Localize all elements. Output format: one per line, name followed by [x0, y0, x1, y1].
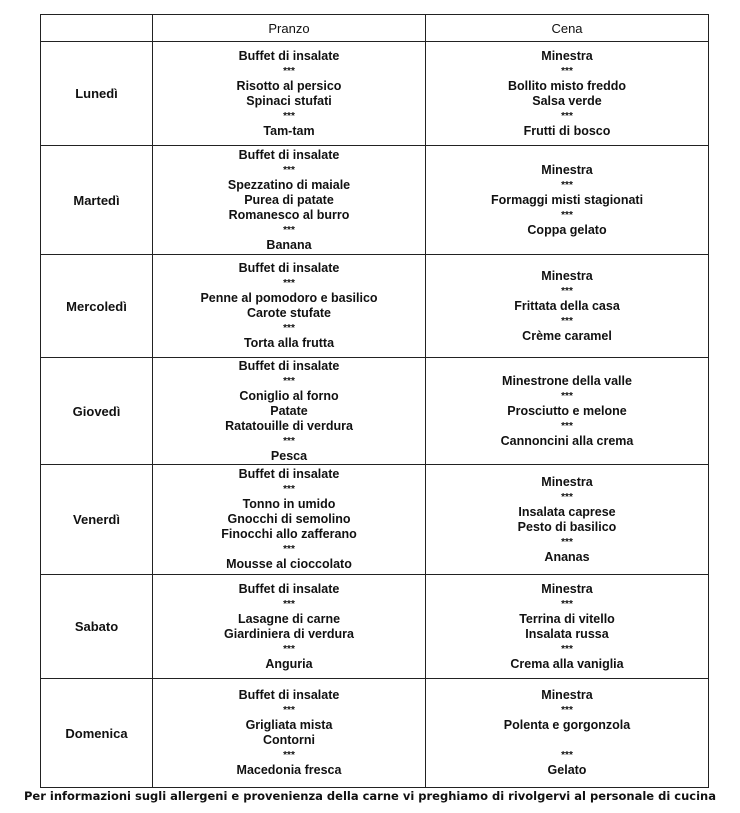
- menu-item: Banana: [266, 237, 312, 252]
- day-name: Martedì: [41, 146, 153, 255]
- day-name: Sabato: [41, 575, 153, 679]
- day-row: [41, 255, 709, 358]
- lunch-cell: [153, 465, 426, 575]
- course-separator: ***: [561, 598, 573, 610]
- menu-item: Spinaci stufati: [246, 93, 332, 108]
- course-separator: ***: [561, 65, 573, 77]
- menu-item: Coniglio al forno: [239, 388, 339, 403]
- lunch-items: [153, 148, 425, 253]
- dinner-items: [426, 475, 708, 565]
- course-separator: ***: [561, 750, 573, 761]
- menu-item: Patate: [270, 403, 308, 418]
- lunch-items: [153, 688, 425, 778]
- menu-item: Romanesco al burro: [228, 207, 350, 222]
- day-row: [41, 679, 709, 788]
- menu-item: Cannoncini alla crema: [500, 433, 634, 448]
- day-name: Lunedì: [41, 42, 153, 146]
- menu-item: Minestra: [541, 581, 593, 596]
- menu-item: Polenta e gorgonzola: [503, 718, 631, 732]
- course-separator: ***: [561, 491, 573, 503]
- dinner-items: [426, 688, 708, 778]
- menu-item: Insalata caprese: [518, 504, 616, 519]
- dinner-cell: [426, 42, 709, 146]
- lunch-items: [153, 49, 425, 139]
- menu-item: Frittata della casa: [514, 298, 620, 313]
- course-separator: ***: [283, 435, 295, 447]
- menu-item: Insalata russa: [525, 626, 609, 641]
- menu-item: Formaggi misti stagionati: [490, 192, 644, 207]
- day-name: Venerdì: [41, 465, 153, 575]
- menu-item: Buffet di insalate: [238, 581, 340, 596]
- dinner-items: [426, 374, 708, 449]
- lunch-items: [153, 467, 425, 572]
- header-dinner: Cena: [426, 15, 709, 42]
- course-separator: ***: [561, 420, 573, 432]
- lunch-cell: [153, 42, 426, 146]
- menu-item: Mousse al cioccolato: [226, 557, 352, 571]
- course-separator: ***: [283, 484, 295, 495]
- menu-item: Buffet di insalate: [238, 48, 340, 63]
- course-separator: ***: [283, 750, 295, 761]
- dinner-items: [426, 163, 708, 238]
- menu-item: Ratatouille di verdura: [225, 418, 353, 433]
- lunch-cell: [153, 575, 426, 679]
- menu-item: Purea di patate: [244, 192, 334, 207]
- header-row: [41, 15, 709, 42]
- lunch-cell: [153, 255, 426, 358]
- course-separator: ***: [561, 209, 573, 221]
- lunch-cell: [153, 146, 426, 255]
- course-separator: ***: [283, 323, 295, 334]
- menu-item: Frutti di bosco: [523, 123, 611, 138]
- menu-item: Giardiniera di verdura: [224, 626, 354, 641]
- course-separator: ***: [561, 390, 573, 402]
- day-name: Giovedì: [41, 358, 153, 465]
- menu-item: Prosciutto e melone: [507, 403, 627, 418]
- menu-item: Bollito misto freddo: [507, 78, 627, 93]
- menu-item: Salsa verde: [532, 93, 602, 108]
- day-row: [41, 146, 709, 255]
- menu-item: Pesto di basilico: [517, 519, 617, 534]
- dinner-cell: [426, 679, 709, 788]
- course-separator: ***: [283, 164, 295, 176]
- course-separator: ***: [283, 598, 295, 610]
- lunch-items: [153, 261, 425, 351]
- menu-item: Minestra: [541, 162, 593, 177]
- menu-item: Gnocchi di semolino: [227, 512, 351, 526]
- menu-item: Buffet di insalate: [238, 688, 340, 702]
- course-separator: ***: [283, 375, 295, 387]
- menu-item: Lasagne di carne: [237, 611, 341, 626]
- menu-item: Buffet di insalate: [238, 358, 340, 373]
- course-separator: ***: [561, 285, 573, 297]
- menu-item: Gelato: [547, 763, 587, 777]
- menu-item: Spezzatino di maiale: [227, 177, 351, 192]
- menu-item: Penne al pomodoro e basilico: [200, 291, 378, 305]
- menu-item: Risotto al persico: [236, 78, 342, 93]
- dinner-items: [426, 582, 708, 672]
- day-row: [41, 465, 709, 575]
- course-separator: ***: [561, 705, 573, 716]
- course-separator: ***: [561, 643, 573, 655]
- menu-item: Tam-tam: [263, 123, 315, 138]
- menu-item: Buffet di insalate: [238, 261, 340, 275]
- menu-item: Buffet di insalate: [238, 467, 340, 481]
- day-row: [41, 42, 709, 146]
- menu-item: Terrina di vitello: [519, 611, 615, 626]
- day-name: Domenica: [41, 679, 153, 788]
- course-separator: ***: [283, 110, 295, 122]
- course-separator: ***: [283, 643, 295, 655]
- allergen-footer-note: Per informazioni sugli allergeni e provenienza della carne vi preghiamo di rivolgervi al personale di cucina: [23, 789, 716, 803]
- course-separator: ***: [283, 544, 295, 555]
- dinner-cell: [426, 146, 709, 255]
- menu-item: Crème caramel: [522, 328, 612, 343]
- dinner-cell: [426, 255, 709, 358]
- menu-item: Ananas: [544, 549, 590, 564]
- menu-item: Crema alla vaniglia: [510, 656, 624, 671]
- course-separator: ***: [561, 110, 573, 122]
- menu-item: Grigliata mista: [245, 718, 333, 732]
- menu-item: Tonno in umido: [242, 497, 336, 511]
- menu-item: Torta alla frutta: [243, 336, 335, 350]
- course-separator: ***: [561, 179, 573, 191]
- course-separator: ***: [283, 278, 295, 289]
- menu-item: Minestra: [541, 48, 593, 63]
- lunch-items: [153, 582, 425, 672]
- menu-item: Buffet di insalate: [238, 147, 340, 162]
- menu-item: Minestrone della valle: [502, 373, 632, 388]
- header-lunch: Pranzo: [153, 15, 426, 42]
- dinner-items: [426, 269, 708, 344]
- menu-item: Minestra: [541, 474, 593, 489]
- course-separator: ***: [561, 536, 573, 548]
- course-separator: ***: [283, 705, 295, 716]
- menu-item: Anguria: [265, 656, 313, 671]
- lunch-cell: [153, 358, 426, 465]
- menu-item: Minestra: [541, 268, 593, 283]
- dinner-cell: [426, 575, 709, 679]
- menu-body: [41, 42, 709, 788]
- menu-item: Coppa gelato: [527, 222, 607, 237]
- menu-item: Pesca: [270, 448, 308, 463]
- menu-item: Contorni: [262, 733, 316, 747]
- dinner-cell: [426, 465, 709, 575]
- menu-item: Minestra: [541, 688, 593, 702]
- header-corner: [41, 15, 153, 42]
- day-name: Mercoledì: [41, 255, 153, 358]
- day-row: [41, 358, 709, 465]
- dinner-items: [426, 49, 708, 139]
- menu-item: Carote stufate: [246, 306, 332, 320]
- dinner-cell: [426, 358, 709, 465]
- course-separator: ***: [561, 315, 573, 327]
- menu-item: Finocchi allo zafferano: [221, 527, 357, 541]
- menu-item: Macedonia fresca: [236, 763, 342, 777]
- lunch-items: [153, 359, 425, 464]
- course-separator: ***: [283, 65, 295, 77]
- day-row: [41, 575, 709, 679]
- course-separator: ***: [283, 224, 295, 236]
- weekly-menu-table: [40, 14, 709, 788]
- lunch-cell: [153, 679, 426, 788]
